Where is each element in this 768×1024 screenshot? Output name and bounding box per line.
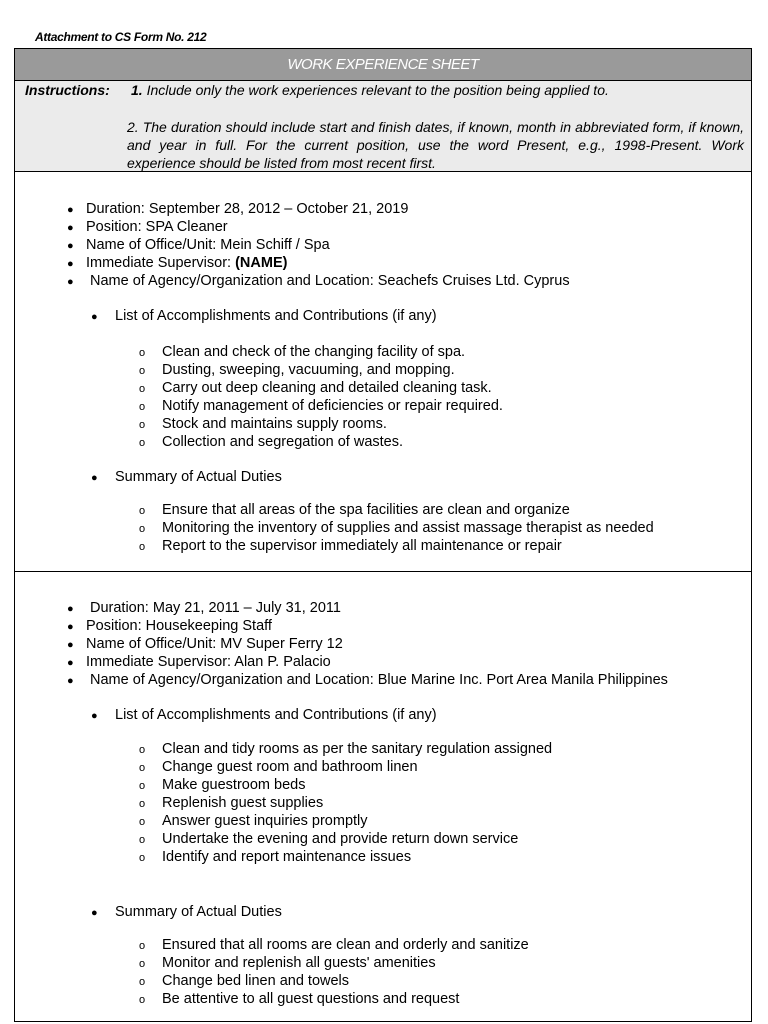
position-text: Position: SPA Cleaner bbox=[86, 219, 228, 235]
instructions-label: Instructions: bbox=[25, 82, 110, 98]
supervisor-label: Immediate Supervisor: bbox=[86, 255, 236, 271]
list-item-text: Stock and maintains supply rooms. bbox=[162, 416, 387, 432]
accomplishments-heading: List of Accomplishments and Contributions (if any) bbox=[115, 308, 437, 324]
agency-text: Name of Agency/Organization and Location: Blue Marine Inc. Port Area Manila Philippines bbox=[90, 672, 668, 688]
list-item-text: Replenish guest supplies bbox=[162, 795, 324, 811]
work-experience-sheet: WORK EXPERIENCE SHEET Instructions: 1. Include only the work experiences relevant to the position being applied to. 2. The duration should include start and finish dates, if known, month in abbreviated form, if known, and year in full. For the current position, use the word Present, e.g., 1998-Present. Work experience should be listed from most recent first. ● Duration: September 28, 2012 – October 21, 2019 ● Position: SPA Cleaner ● Name of Office/Unit: Mein Schiff / Spa ● Immediate Supervisor: (NAME) ● Name of Agency/Organization and Location: Seachefs Cruises Ltd. Cyprus ● List of Accomplishments and Contributions (if any) o Clean and check of the changing facility of spa. o Dusting, sweeping, vacuuming, and mopping. o Carry out deep cleaning and detailed cleaning task. o Notify management of deficiencies or repair required. o Stock and maintains supply rooms. o Collection and segregation of wastes. ● Summary of Actual Duties o Ensure that all areas of the spa facilities are clean and organize o Monitoring the inventory of supplies and assist massage therapist as needed o Report to the supervisor immediately all maintenance or repair ● Duration: May 21, 2011 – July 31, 2011 ● Position: Housekeeping Staff ● Name of Office/Unit: MV Super Ferry 12 ● Immediate Supervisor: Alan P. Palacio ● Name of Agency/Organization and Location: Blue Marine Inc. Port Area Manila Philippines ● List of Accomplishments and Contributions (if any) o Clean and tidy rooms as per the sanitary regulation assigned o Change guest room and bathroom linen o Make guestroom beds o Replenish guest supplies o Answer guest inquiries promptly o Undertake the evening and provide return down service o Identify and report maintenance issues ● Summary of Actual Duties o Ensured that all rooms are clean and orderly and sanitize o Monitor and replenish all guests' amenities o Change bed linen and towels o Be attentive to all guest questions and request bbox=[14, 48, 752, 1022]
list-item-text: Collection and segregation of wastes. bbox=[162, 434, 404, 450]
duties-heading: Summary of Actual Duties bbox=[115, 469, 282, 485]
sheet-title: WORK EXPERIENCE SHEET bbox=[15, 49, 751, 81]
instruction-item-2 bbox=[127, 118, 744, 172]
list-item-text: Change guest room and bathroom linen bbox=[162, 759, 418, 775]
duration-text: Duration: September 28, 2012 – October 21, 2019 bbox=[86, 201, 409, 217]
instruction-number-1: 1. bbox=[131, 82, 143, 98]
list-item-text: Monitoring the inventory of supplies and assist massage therapist as needed bbox=[162, 520, 654, 536]
list-item-text: Identify and report maintenance issues bbox=[162, 849, 412, 865]
supervisor-value: (NAME) bbox=[235, 255, 288, 271]
instruction-text-1: Include only the work experiences relevant to the position being applied to. bbox=[146, 82, 609, 98]
entry-divider bbox=[15, 571, 751, 572]
list-item-text: Answer guest inquiries promptly bbox=[162, 813, 368, 829]
list-item-text: Carry out deep cleaning and detailed cleaning task. bbox=[162, 380, 492, 396]
office-text: Name of Office/Unit: MV Super Ferry 12 bbox=[86, 636, 343, 652]
list-item-text: Clean and check of the changing facility of spa. bbox=[162, 344, 466, 360]
list-item-text: Undertake the evening and provide return down service bbox=[162, 831, 519, 847]
list-item-text: Change bed linen and towels bbox=[162, 973, 350, 989]
list-item-text: Ensured that all rooms are clean and orderly and sanitize bbox=[162, 937, 529, 953]
accomplishments-heading: List of Accomplishments and Contributions (if any) bbox=[115, 707, 437, 723]
office-text: Name of Office/Unit: Mein Schiff / Spa bbox=[86, 237, 330, 253]
list-item-text: Clean and tidy rooms as per the sanitary regulation assigned bbox=[162, 741, 553, 757]
duties-heading: Summary of Actual Duties bbox=[115, 904, 282, 920]
list-item-text: Report to the supervisor immediately all maintenance or repair bbox=[162, 538, 562, 554]
instruction-item-1 bbox=[131, 82, 609, 98]
agency-text: Name of Agency/Organization and Location: Seachefs Cruises Ltd. Cyprus bbox=[90, 273, 570, 289]
list-item-text: Dusting, sweeping, vacuuming, and mopping. bbox=[162, 362, 455, 378]
duration-text: Duration: May 21, 2011 – July 31, 2011 bbox=[90, 600, 341, 616]
instruction-text-2: The duration should include start and finish dates, if known, month in abbreviated form, if known, and year in full. For the current position, use the word Present, e.g., 1998-Present. Work experience should be listed from most recent first. bbox=[127, 119, 744, 171]
list-item-text: Notify management of deficiencies or repair required. bbox=[162, 398, 503, 414]
list-item-text: Make guestroom beds bbox=[162, 777, 306, 793]
position-text: Position: Housekeeping Staff bbox=[86, 618, 272, 634]
instructions-box bbox=[15, 81, 751, 172]
list-item-text: Ensure that all areas of the spa facilities are clean and organize bbox=[162, 502, 570, 518]
supervisor-label: Immediate Supervisor: Alan P. Palacio bbox=[86, 654, 331, 670]
list-item-text: Be attentive to all guest questions and request bbox=[162, 991, 460, 1007]
attachment-label: Attachment to CS Form No. 212 bbox=[35, 30, 207, 44]
list-item-text: Monitor and replenish all guests' amenities bbox=[162, 955, 436, 971]
instruction-number-2: 2. bbox=[127, 119, 139, 135]
